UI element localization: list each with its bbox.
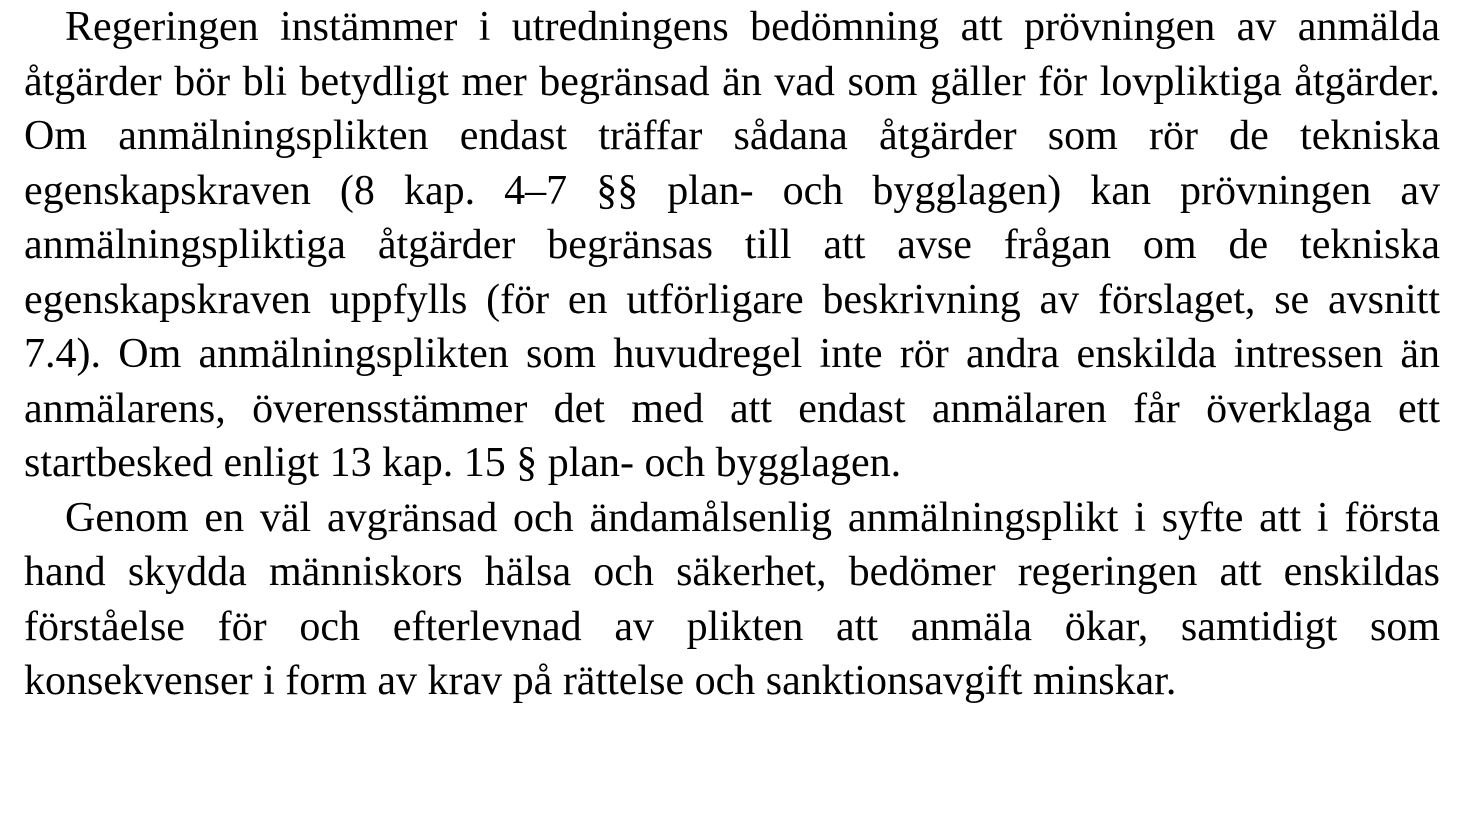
paragraph-1: Regeringen instämmer i utredningens bedömning att prövningen av anmälda åtgärder bör bli betydligt mer begränsad än vad som gäller för lovpliktiga åtgärder. Om anmälningsplikten endast träffar sådana åtgärder som rör de tekniska egenskapskraven (8 kap. 4–7 §§ plan- och bygglagen) kan prövningen av anmälningspliktiga åtgärder begränsas till att avse frågan om de tekniska egenskapskraven uppfylls (för en utförligare beskrivning av förslaget, se avsnitt 7.4). Om anmälningsplikten som huvudregel inte rör andra enskilda intressen än anmälarens, överensstämmer det med att endast anmälaren får överklaga ett startbesked enligt 13 kap. 15 § plan- och bygglagen.: [24, 4, 1440, 486]
document-body: [24, 0, 1440, 709]
paragraph-2: Genom en väl avgränsad och ändamålsenlig anmälningsplikt i syfte att i första hand skydda människors hälsa och säkerhet, bedömer regeringen att enskildas förståelse för och efterlevnad av plikten att anmäla ökar, samtidigt som konsekvenser i form av krav på rättelse och sanktionsavgift minskar.: [24, 494, 1440, 704]
